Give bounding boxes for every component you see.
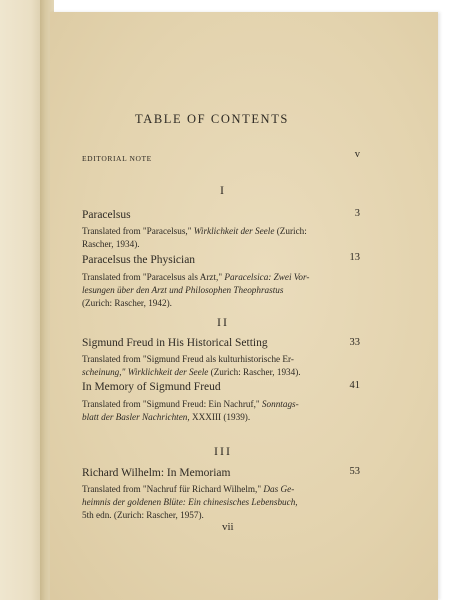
facing-page-edge <box>0 0 44 600</box>
toc-entry-source: Translated from "Paracelsus," Wirklichkeit der Seele (Zurich: Rascher, 1934). <box>82 226 307 249</box>
part-numeral: I <box>220 183 226 197</box>
toc-entry-title: Paracelsus the Physician <box>82 254 196 266</box>
toc-entry-page: 53 <box>349 466 360 477</box>
editorial-note-page: v <box>354 149 360 160</box>
toc-entry-source: Translated from "Sigmund Freud als kulturhistorische Er- scheinung," Wirklichkeit der Seele (Zurich: Rascher, 1934). <box>82 354 301 377</box>
part-numeral: III <box>214 444 232 458</box>
part-numeral: II <box>217 315 229 329</box>
toc-entry-page: 13 <box>349 252 360 263</box>
toc-entry-title: Paracelsus <box>82 209 131 221</box>
toc-entry-source: Translated from "Nachruf für Richard Wilhelm," Das Ge- heimnis der goldenen Blüte: Ein chinesisches Lebensbuch, 5th edn. (Zurich: Rascher, 1957). <box>82 484 298 520</box>
toc-entry-source: Translated from "Paracelsus als Arzt," Paracelsica: Zwei Vor- lesungen über den Arzt und Philosophen Theophrastus (Zurich: Rascher, 1942). <box>82 272 310 308</box>
editorial-note-label: EDITORIAL NOTE <box>82 154 152 163</box>
toc-entry-page: 33 <box>349 337 360 348</box>
book-page <box>50 12 438 600</box>
toc-entry-title: In Memory of Sigmund Freud <box>82 381 221 393</box>
toc-entry-source: Translated from "Sigmund Freud: Ein Nachruf," Sonntags- blatt der Basler Nachrichten, XXXIII (1939). <box>82 399 299 422</box>
toc-entry-title: Richard Wilhelm: In Memoriam <box>82 467 231 479</box>
toc-entry-page: 3 <box>354 208 360 219</box>
toc-entry-title: Sigmund Freud in His Historical Setting <box>82 337 268 349</box>
toc-entry-page: 41 <box>349 380 360 391</box>
page-title: TABLE OF CONTENTS <box>135 112 289 126</box>
page-folio: vii <box>222 521 234 533</box>
